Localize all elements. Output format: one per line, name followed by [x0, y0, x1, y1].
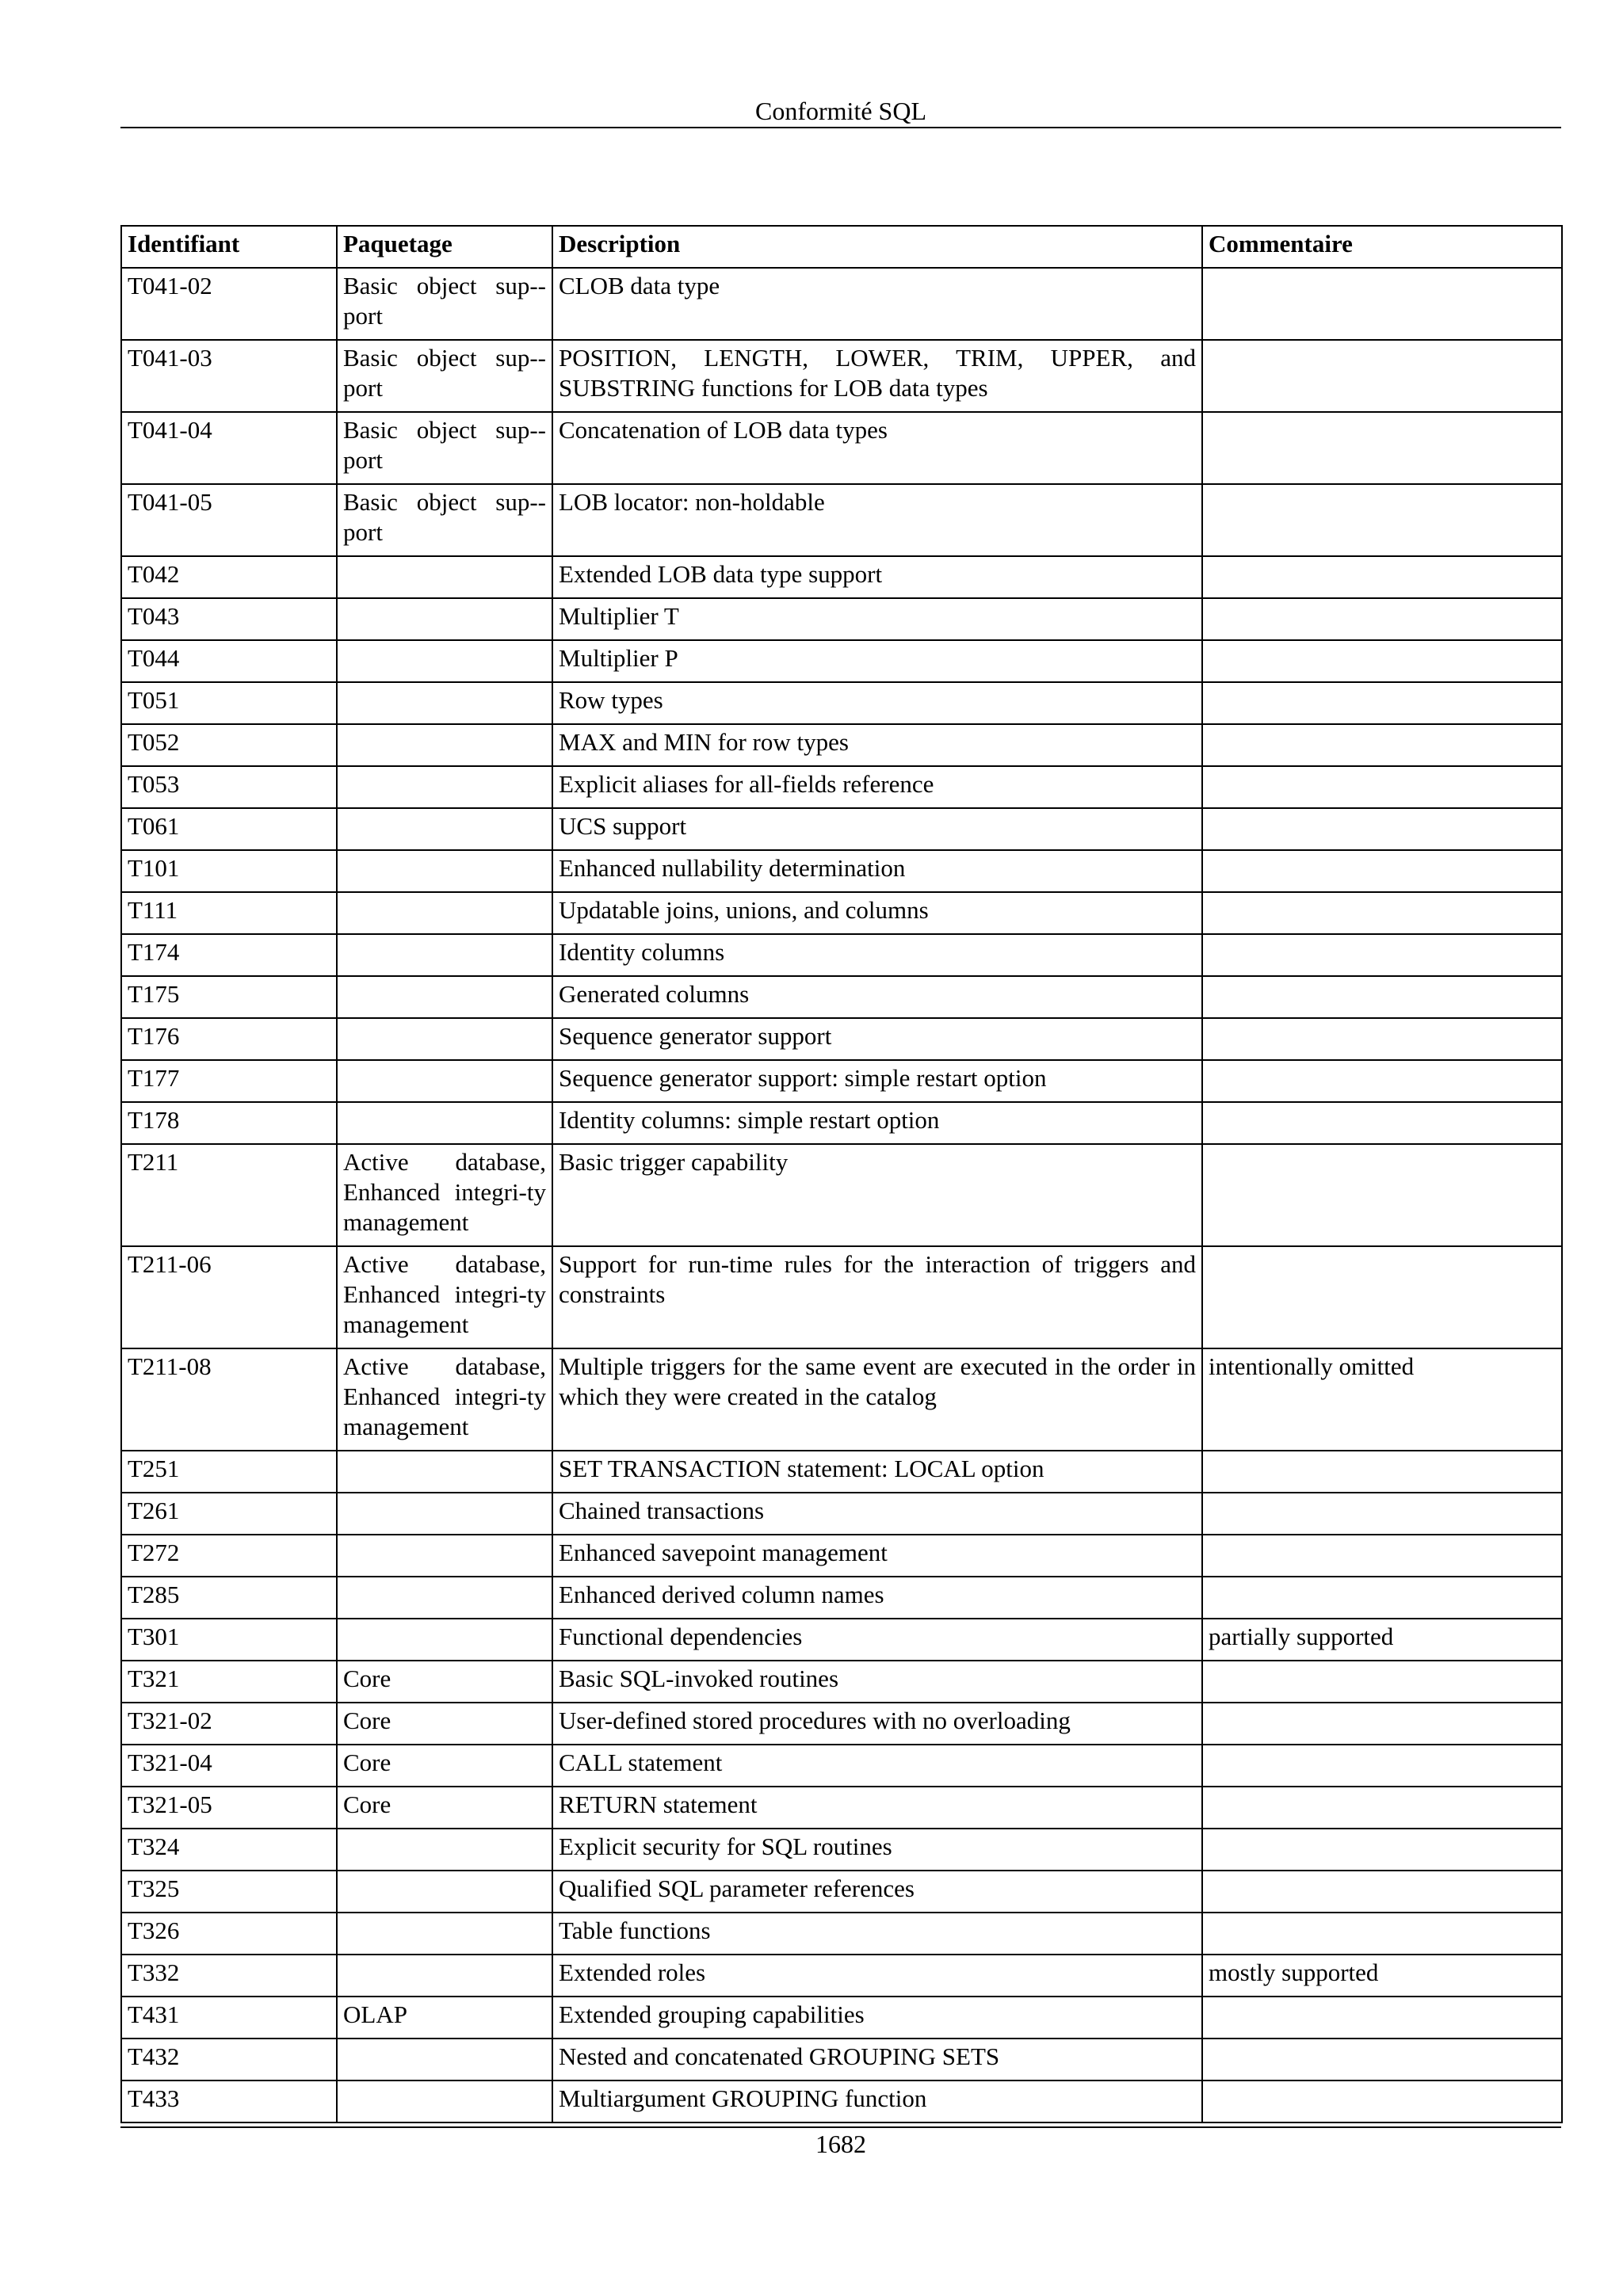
- cell-description: Multiplier T: [552, 598, 1202, 640]
- cell-commentaire: [1202, 766, 1562, 808]
- cell-commentaire: intentionally omitted: [1202, 1348, 1562, 1451]
- cell-paquetage: OLAP: [337, 1997, 552, 2039]
- cell-paquetage: Core: [337, 1661, 552, 1703]
- cell-description: Explicit aliases for all-fields reference: [552, 766, 1202, 808]
- cell-description: Chained transactions: [552, 1493, 1202, 1535]
- cell-identifiant: T324: [121, 1829, 337, 1871]
- cell-identifiant: T211: [121, 1144, 337, 1246]
- cell-identifiant: T332: [121, 1955, 337, 1997]
- cell-paquetage: Basic object sup-port: [337, 340, 552, 412]
- table-row: [121, 2081, 1562, 2122]
- cell-identifiant: T053: [121, 766, 337, 808]
- cell-commentaire: [1202, 808, 1562, 850]
- cell-description: Sequence generator support: simple restart option: [552, 1060, 1202, 1102]
- cell-description: UCS support: [552, 808, 1202, 850]
- table-row: [121, 340, 1562, 412]
- cell-description: CLOB data type: [552, 268, 1202, 340]
- cell-identifiant: T325: [121, 1871, 337, 1913]
- cell-identifiant: T261: [121, 1493, 337, 1535]
- cell-description: Multiple triggers for the same event are executed in the order in which they were created in the catalog: [552, 1348, 1202, 1451]
- cell-description: Multiargument GROUPING function: [552, 2081, 1202, 2122]
- cell-commentaire: [1202, 598, 1562, 640]
- cell-description: Identity columns: simple restart option: [552, 1102, 1202, 1144]
- cell-identifiant: T326: [121, 1913, 337, 1955]
- cell-description: Generated columns: [552, 976, 1202, 1018]
- cell-commentaire: [1202, 976, 1562, 1018]
- cell-commentaire: [1202, 1703, 1562, 1745]
- table-row: [121, 1577, 1562, 1619]
- cell-paquetage: Active database, Enhanced integri-ty management: [337, 1144, 552, 1246]
- cell-description: Nested and concatenated GROUPING SETS: [552, 2039, 1202, 2081]
- table-row: [121, 1060, 1562, 1102]
- table-row: [121, 766, 1562, 808]
- cell-paquetage: [337, 1829, 552, 1871]
- cell-description: Sequence generator support: [552, 1018, 1202, 1060]
- cell-commentaire: [1202, 412, 1562, 484]
- table-row: [121, 682, 1562, 724]
- cell-commentaire: [1202, 1577, 1562, 1619]
- cell-description: Functional dependencies: [552, 1619, 1202, 1661]
- cell-paquetage: [337, 1955, 552, 1997]
- cell-description: Basic SQL-invoked routines: [552, 1661, 1202, 1703]
- cell-identifiant: T176: [121, 1018, 337, 1060]
- cell-description: LOB locator: non-holdable: [552, 484, 1202, 556]
- cell-paquetage: [337, 808, 552, 850]
- cell-paquetage: Basic object sup-port: [337, 412, 552, 484]
- cell-identifiant: T043: [121, 598, 337, 640]
- cell-paquetage: [337, 1619, 552, 1661]
- cell-identifiant: T433: [121, 2081, 337, 2122]
- cell-identifiant: T041-02: [121, 268, 337, 340]
- cell-commentaire: [1202, 1246, 1562, 1348]
- table-row: [121, 1955, 1562, 1997]
- cell-commentaire: [1202, 1018, 1562, 1060]
- cell-description: Row types: [552, 682, 1202, 724]
- table-row: [121, 640, 1562, 682]
- cell-commentaire: [1202, 268, 1562, 340]
- table-row: [121, 1451, 1562, 1493]
- cell-paquetage: Active database, Enhanced integri-ty management: [337, 1348, 552, 1451]
- table-header-row: [121, 226, 1562, 268]
- cell-commentaire: [1202, 1535, 1562, 1577]
- cell-identifiant: T211-08: [121, 1348, 337, 1451]
- cell-commentaire: [1202, 1102, 1562, 1144]
- cell-paquetage: [337, 1913, 552, 1955]
- table-row: [121, 850, 1562, 892]
- cell-identifiant: T321-04: [121, 1745, 337, 1787]
- cell-paquetage: [337, 766, 552, 808]
- cell-identifiant: T041-05: [121, 484, 337, 556]
- cell-description: Updatable joins, unions, and columns: [552, 892, 1202, 934]
- column-header-paquetage: Paquetage: [337, 226, 552, 268]
- cell-identifiant: T431: [121, 1997, 337, 2039]
- table-row: [121, 1871, 1562, 1913]
- cell-description: Extended roles: [552, 1955, 1202, 1997]
- cell-description: Multiplier P: [552, 640, 1202, 682]
- column-header-identifiant: Identifiant: [121, 226, 337, 268]
- cell-identifiant: T251: [121, 1451, 337, 1493]
- cell-identifiant: T044: [121, 640, 337, 682]
- cell-commentaire: [1202, 484, 1562, 556]
- table-row: [121, 1703, 1562, 1745]
- cell-commentaire: [1202, 1451, 1562, 1493]
- cell-paquetage: Core: [337, 1787, 552, 1829]
- cell-identifiant: T272: [121, 1535, 337, 1577]
- cell-description: Extended grouping capabilities: [552, 1997, 1202, 2039]
- conformance-table: [120, 225, 1563, 2123]
- cell-paquetage: [337, 1493, 552, 1535]
- cell-description: User-defined stored procedures with no overloading: [552, 1703, 1202, 1745]
- cell-paquetage: [337, 640, 552, 682]
- cell-description: Support for run-time rules for the interaction of triggers and constraints: [552, 1246, 1202, 1348]
- table-row: [121, 1246, 1562, 1348]
- cell-description: Basic trigger capability: [552, 1144, 1202, 1246]
- cell-description: Explicit security for SQL routines: [552, 1829, 1202, 1871]
- cell-commentaire: [1202, 2081, 1562, 2122]
- table-row: [121, 484, 1562, 556]
- page-title: Conformité SQL: [755, 97, 926, 125]
- cell-paquetage: [337, 724, 552, 766]
- cell-identifiant: T321-02: [121, 1703, 337, 1745]
- cell-identifiant: T321-05: [121, 1787, 337, 1829]
- cell-description: POSITION, LENGTH, LOWER, TRIM, UPPER, and SUBSTRING functions for LOB data types: [552, 340, 1202, 412]
- cell-commentaire: [1202, 1829, 1562, 1871]
- table-row: [121, 892, 1562, 934]
- table-row: [121, 1493, 1562, 1535]
- cell-paquetage: Core: [337, 1703, 552, 1745]
- cell-description: SET TRANSACTION statement: LOCAL option: [552, 1451, 1202, 1493]
- cell-paquetage: [337, 892, 552, 934]
- cell-commentaire: [1202, 1493, 1562, 1535]
- cell-description: Enhanced nullability determination: [552, 850, 1202, 892]
- cell-paquetage: [337, 682, 552, 724]
- table-row: [121, 1661, 1562, 1703]
- table-row: [121, 1619, 1562, 1661]
- cell-identifiant: T178: [121, 1102, 337, 1144]
- cell-identifiant: T052: [121, 724, 337, 766]
- cell-paquetage: Basic object sup-port: [337, 268, 552, 340]
- table-row: [121, 1829, 1562, 1871]
- cell-commentaire: [1202, 1661, 1562, 1703]
- table-row: [121, 1535, 1562, 1577]
- cell-commentaire: [1202, 1997, 1562, 2039]
- table-row: [121, 934, 1562, 976]
- page-number: 1682: [815, 2130, 866, 2158]
- cell-commentaire: [1202, 850, 1562, 892]
- cell-commentaire: [1202, 2039, 1562, 2081]
- cell-paquetage: [337, 1577, 552, 1619]
- cell-description: Concatenation of LOB data types: [552, 412, 1202, 484]
- cell-paquetage: [337, 598, 552, 640]
- cell-commentaire: [1202, 556, 1562, 598]
- table-body: [121, 268, 1562, 2122]
- table-row: [121, 556, 1562, 598]
- cell-commentaire: [1202, 1913, 1562, 1955]
- cell-identifiant: T285: [121, 1577, 337, 1619]
- table-row: [121, 598, 1562, 640]
- cell-commentaire: [1202, 682, 1562, 724]
- cell-identifiant: T101: [121, 850, 337, 892]
- cell-commentaire: [1202, 892, 1562, 934]
- cell-commentaire: [1202, 1787, 1562, 1829]
- cell-description: Qualified SQL parameter references: [552, 1871, 1202, 1913]
- cell-identifiant: T321: [121, 1661, 337, 1703]
- cell-paquetage: [337, 850, 552, 892]
- cell-identifiant: T051: [121, 682, 337, 724]
- cell-commentaire: [1202, 724, 1562, 766]
- cell-paquetage: [337, 556, 552, 598]
- cell-commentaire: [1202, 934, 1562, 976]
- page-footer: [120, 2126, 1561, 2160]
- cell-identifiant: T041-03: [121, 340, 337, 412]
- cell-paquetage: [337, 1102, 552, 1144]
- cell-commentaire: partially supported: [1202, 1619, 1562, 1661]
- cell-identifiant: T042: [121, 556, 337, 598]
- cell-paquetage: [337, 2081, 552, 2122]
- table-row: [121, 268, 1562, 340]
- cell-paquetage: [337, 1535, 552, 1577]
- cell-commentaire: mostly supported: [1202, 1955, 1562, 1997]
- table-row: [121, 976, 1562, 1018]
- cell-commentaire: [1202, 1745, 1562, 1787]
- cell-identifiant: T301: [121, 1619, 337, 1661]
- cell-paquetage: Active database, Enhanced integri-ty management: [337, 1246, 552, 1348]
- cell-paquetage: [337, 1871, 552, 1913]
- cell-description: Enhanced derived column names: [552, 1577, 1202, 1619]
- cell-commentaire: [1202, 1144, 1562, 1246]
- table-row: [121, 1913, 1562, 1955]
- table-row: [121, 1745, 1562, 1787]
- cell-identifiant: T041-04: [121, 412, 337, 484]
- cell-commentaire: [1202, 640, 1562, 682]
- cell-paquetage: [337, 1451, 552, 1493]
- column-header-commentaire: Commentaire: [1202, 226, 1562, 268]
- column-header-description: Description: [552, 226, 1202, 268]
- cell-paquetage: [337, 1018, 552, 1060]
- cell-description: CALL statement: [552, 1745, 1202, 1787]
- cell-paquetage: Core: [337, 1745, 552, 1787]
- table-row: [121, 724, 1562, 766]
- table-row: [121, 2039, 1562, 2081]
- table-row: [121, 1102, 1562, 1144]
- cell-identifiant: T432: [121, 2039, 337, 2081]
- cell-commentaire: [1202, 1060, 1562, 1102]
- table-row: [121, 1787, 1562, 1829]
- table-row: [121, 412, 1562, 484]
- cell-description: Identity columns: [552, 934, 1202, 976]
- cell-paquetage: [337, 2039, 552, 2081]
- cell-description: Table functions: [552, 1913, 1202, 1955]
- cell-identifiant: T175: [121, 976, 337, 1018]
- cell-paquetage: [337, 1060, 552, 1102]
- cell-paquetage: Basic object sup-port: [337, 484, 552, 556]
- table-row: [121, 808, 1562, 850]
- cell-commentaire: [1202, 1871, 1562, 1913]
- cell-commentaire: [1202, 340, 1562, 412]
- cell-description: Enhanced savepoint management: [552, 1535, 1202, 1577]
- cell-paquetage: [337, 976, 552, 1018]
- cell-paquetage: [337, 934, 552, 976]
- cell-description: RETURN statement: [552, 1787, 1202, 1829]
- cell-identifiant: T061: [121, 808, 337, 850]
- cell-identifiant: T111: [121, 892, 337, 934]
- cell-identifiant: T174: [121, 934, 337, 976]
- cell-identifiant: T177: [121, 1060, 337, 1102]
- cell-identifiant: T211-06: [121, 1246, 337, 1348]
- cell-description: Extended LOB data type support: [552, 556, 1202, 598]
- cell-description: MAX and MIN for row types: [552, 724, 1202, 766]
- page-header: [120, 93, 1561, 128]
- table-row: [121, 1997, 1562, 2039]
- table-row: [121, 1018, 1562, 1060]
- table-row: [121, 1348, 1562, 1451]
- table-row: [121, 1144, 1562, 1246]
